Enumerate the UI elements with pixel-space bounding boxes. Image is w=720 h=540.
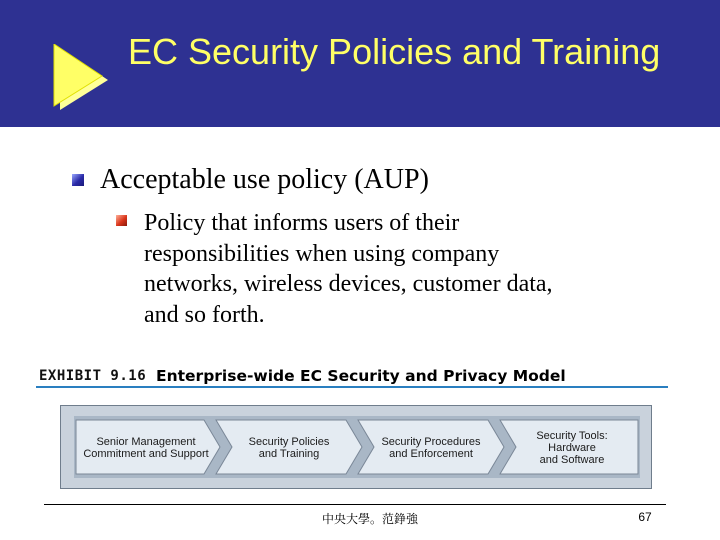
bullet-level2-text [144, 208, 664, 330]
slide-title: EC Security Policies and Training [128, 31, 661, 72]
bullet-icon-level1 [72, 174, 84, 186]
bullet-level2-line: and so forth. [144, 301, 265, 328]
play-arrow-icon [46, 44, 112, 112]
bullet-level1-text: Acceptable use policy (AUP) [100, 164, 429, 195]
footer-author: 中央大學。范錚強 [321, 512, 418, 526]
footer-divider [44, 504, 666, 505]
exhibit-underline [36, 386, 668, 388]
page-number: 67 [638, 510, 652, 524]
exhibit-label: EXHIBIT 9.16 [39, 368, 147, 384]
process-diagram-inner [74, 416, 640, 478]
exhibit-header [36, 366, 668, 386]
slide-header [0, 0, 720, 127]
process-step-3-label: Security Procedures and Enforcement [381, 436, 481, 460]
process-step-4-label: Security Tools: Hardware and Software [536, 430, 608, 466]
bullet-level2-line: networks, wireless devices, customer data, [144, 271, 553, 297]
bullet-icon-level2 [116, 215, 127, 226]
process-step-2-label: Security Policies and Training [248, 436, 330, 460]
bullet-level2-line: responsibilities when using company [144, 240, 500, 267]
bullet-level2-line: Policy that informs users of their [144, 210, 460, 236]
process-step-1-label: Senior Management Commitment and Support [83, 436, 209, 460]
exhibit-title: Enterprise-wide EC Security and Privacy Model [156, 367, 566, 385]
